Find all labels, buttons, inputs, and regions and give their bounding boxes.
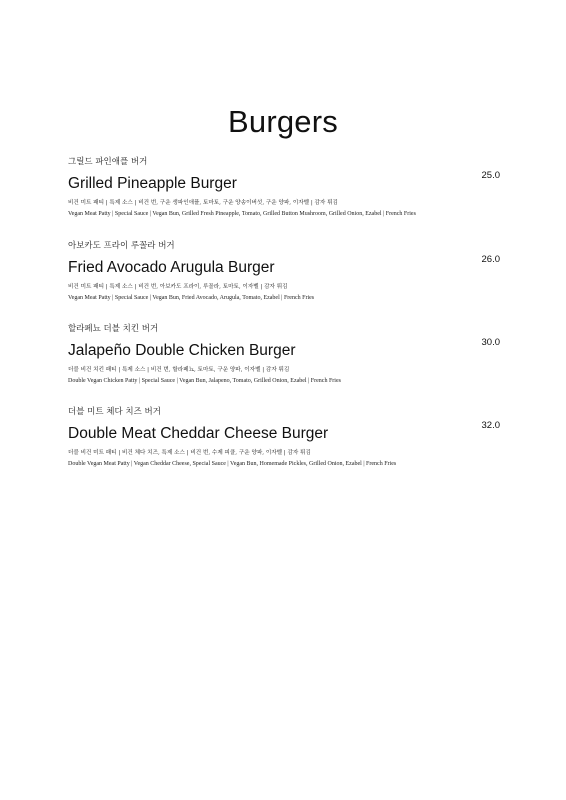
item-price: 26.0 [481, 254, 500, 265]
item-ingredients-english: Double Vegan Chicken Patty | Special Sauce | Vegan Bun, Jalapeno, Tomato, Grilled Onion, Ezabel | French Fries [68, 378, 341, 384]
item-price: 32.0 [481, 420, 500, 431]
item-ingredients-korean: 더블 비건 미트 패티 | 비건 체다 치즈, 특제 소스 | 비건 번, 수제 피클, 구운 양파, 이자벨 | 감자 튀김 [68, 450, 311, 456]
item-ingredients-english: Vegan Meat Patty | Special Sauce | Vegan Bun, Fried Avocado, Arugula, Tomato, Ezabel | French Fries [68, 295, 315, 301]
item-ingredients-english: Double Vegan Meat Patty | Vegan Cheddar Cheese, Special Sauce | Vegan Bun, Homemade Pickles, Grilled Onion, Ezabel | French Fries [68, 461, 397, 467]
item-korean-name: 더블 미트 체다 치즈 버거 [68, 407, 161, 417]
item-ingredients-korean: 더블 비건 치킨 패티 | 특제 소스 | 비건 번, 할라페뇨, 토마토, 구운 양파, 이자벨 | 감자 튀김 [68, 367, 290, 373]
item-ingredients-korean: 비건 미트 패티 | 특제 소스 | 비건 번, 구운 생파인애플, 토마토, 구운 양송이버섯, 구운 양파, 이자벨 | 감자 튀김 [68, 200, 338, 206]
menu-item-grilled-pineapple-burger [68, 156, 500, 218]
item-price: 25.0 [481, 170, 500, 181]
item-ingredients-english: Vegan Meat Patty | Special Sauce | Vegan Bun, Grilled Fresh Pineapple, Tomato, Grilled Button Mushroom, Grilled Onion, Ezabel | French Fries [68, 211, 416, 217]
menu-item-double-meat-cheddar-cheese-burger [68, 406, 500, 468]
item-price: 30.0 [481, 337, 500, 348]
item-korean-name: 그릴드 파인애플 버거 [68, 157, 148, 167]
item-name: Grilled Pineapple Burger [68, 175, 237, 192]
menu-item-jalapeno-double-chicken-burger [68, 323, 500, 385]
item-ingredients-korean: 비건 미트 패티 | 특제 소스 | 비건 번, 아보카도 프라이, 루꼴라, 토마토, 이자벨 | 감자 튀김 [68, 284, 288, 290]
page-title: Burgers [228, 104, 338, 139]
item-korean-name: 할라페뇨 더블 치킨 버거 [68, 324, 159, 334]
item-name: Double Meat Cheddar Cheese Burger [68, 425, 329, 442]
item-name: Fried Avocado Arugula Burger [68, 259, 275, 276]
item-korean-name: 아보카도 프라이 루꼴라 버거 [68, 241, 175, 251]
item-name: Jalapeño Double Chicken Burger [68, 342, 296, 359]
menu-item-fried-avocado-arugula-burger [68, 240, 500, 302]
